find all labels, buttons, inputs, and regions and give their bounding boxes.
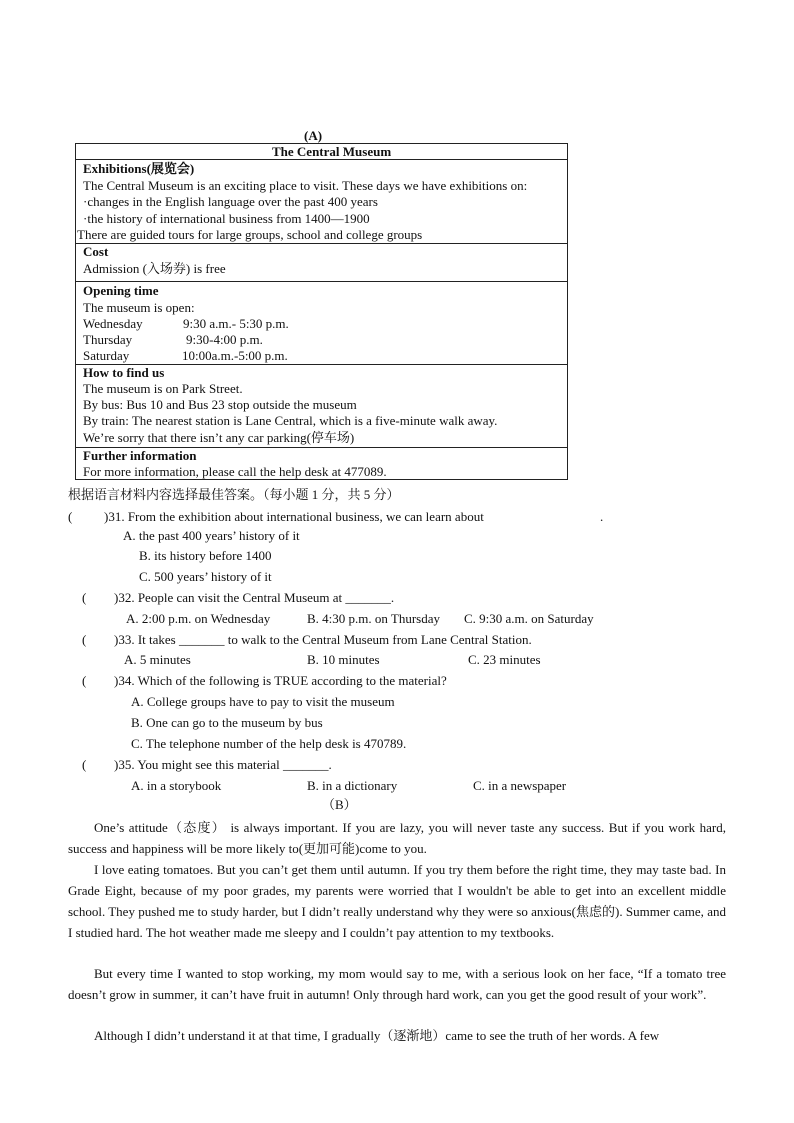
opening-intro: The museum is open: [83,300,195,315]
option-a: A. in a storybook [131,778,222,793]
cost-text: Admission (入场券) is free [83,261,226,276]
question-stem: )31. From the exhibition about international business, we can learn about [104,509,484,524]
question-stem: )34. Which of the following is TRUE according to the material? [114,673,447,688]
find-line: By bus: Bus 10 and Bus 23 stop outside the museum [83,397,357,412]
question-stem: )33. It takes _______ to walk to the Central Museum from Lane Central Station. [114,632,532,647]
passage-paragraph: Although I didn’t understand it at that time, I gradually（逐渐地）came to see the truth of her words. A few [94,1028,660,1043]
option-c: C. in a newspaper [473,778,567,793]
question-stem: )35. You might see this material _______. [114,757,332,772]
answer-paren: ( [82,673,87,688]
answer-paren: ( [82,757,87,772]
opening-time: 10:00a.m.-5:00 p.m. [182,348,288,363]
exhibitions-intro: The Central Museum is an exciting place to visit. These days we have exhibitions on: [83,178,528,193]
question-tail: . [600,509,604,524]
option-b: B. 10 minutes [307,652,380,667]
instructions: 根据语言材料内容选择最佳答案。（每小题 1 分，共 5 分） [68,487,400,502]
exhibition-item: ·changes in the English language over the past 400 years [83,194,378,209]
section-b-label: （B） [322,797,357,812]
find-line: The museum is on Park Street. [83,381,243,396]
opening-time: 9:30-4:00 p.m. [186,332,263,347]
option-c: C. 23 minutes [468,652,541,667]
tours-note: There are guided tours for large groups, school and college groups [77,227,423,242]
answer-paren: ( [82,590,87,605]
find-line: By train: The nearest station is Lane Central, which is a five-minute walk away. [83,413,498,428]
further-heading: Further information [83,448,197,463]
option-c: C. 9:30 a.m. on Saturday [464,611,594,626]
passage-paragraph: But every time I wanted to stop working, my mom would say to me, with a serious look on her face, “If a tomato tree doesn’t grow in summer, it can’t have fruit in autumn! Only through hard work, can you get the good result of your work”. [68,966,726,1002]
option-a: A. College groups have to pay to visit the museum [131,694,395,709]
opening-heading: Opening time [83,283,159,298]
option-a: A. 5 minutes [124,652,191,667]
answer-paren: ( [82,632,87,647]
exhibition-item: ·the history of international business from 1400—1900 [83,211,370,226]
option-a: A. 2:00 p.m. on Wednesday [126,611,271,626]
opening-day: Saturday [83,348,130,363]
divider [75,281,568,282]
opening-day: Wednesday [83,316,143,331]
opening-day: Thursday [83,332,133,347]
further-text: For more information, please call the help desk at 477089. [83,464,387,479]
divider [75,243,568,244]
exhibitions-heading: Exhibitions(展览会) [83,161,195,176]
option-a: A. the past 400 years’ history of it [123,528,300,543]
option-b: B. in a dictionary [307,778,398,793]
opening-time: 9:30 a.m.- 5:30 p.m. [183,316,289,331]
find-heading: How to find us [83,365,165,380]
option-b: B. its history before 1400 [139,548,272,563]
passage-paragraph: One’s attitude（态度） is always important. If you are lazy, you will never taste any success. But if you work hard, success and happiness will be more likely to(更加可能)come to you. [68,820,726,856]
option-b: B. One can go to the museum by bus [131,715,323,730]
option-c: C. The telephone number of the help desk is 470789. [131,736,407,751]
passage-paragraph: I love eating tomatoes. But you can’t get them until autumn. If you try them before the right time, they may taste bad. In Grade Eight, because of my poor grades, my parents were worried that I wouldn't be able to get into an excellent middle school. They pushed me to study harder, but I didn’t really understand why they were so anxious(焦虑的). Summer came, and I studied hard. The hot weather made me sleepy and I couldn’t pay attention to my textbooks. [68,862,726,940]
question-stem: )32. People can visit the Central Museum at _______. [114,590,395,605]
find-line: We’re sorry that there isn’t any car parking(停车场) [83,430,355,445]
option-b: B. 4:30 p.m. on Thursday [307,611,441,626]
option-c: C. 500 years’ history of it [139,569,272,584]
section-a-label: (A) [304,128,323,143]
cost-heading: Cost [83,244,109,259]
notice-title: The Central Museum [272,144,392,159]
answer-paren: ( [68,509,73,524]
